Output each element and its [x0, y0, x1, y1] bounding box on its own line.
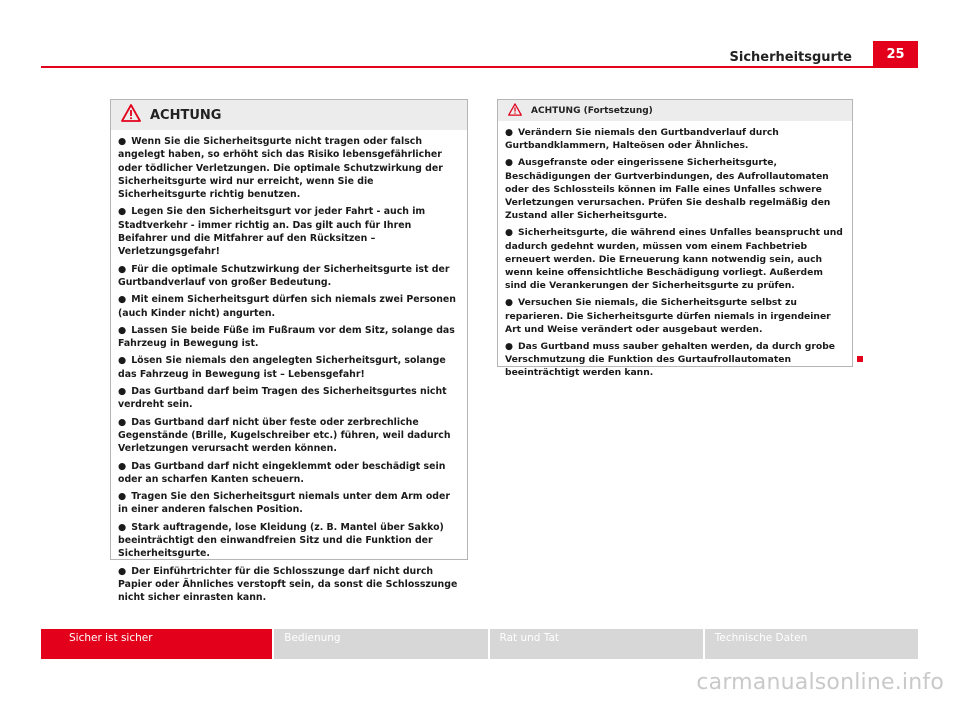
warning-continued-box-title: ACHTUNG (Fortsetzung) — [531, 105, 653, 116]
bullet-icon: ● — [118, 416, 127, 428]
bullet-icon: ● — [118, 324, 127, 336]
bullet-text: Der Einführtrichter für die Schlosszunge darf nicht durch Papier oder Ähnliches verstopft sein, da sonst die Schlosszunge nicht sicher einrasten kann. — [118, 565, 458, 604]
bullet-item — [118, 324, 461, 351]
bullet-item — [118, 293, 461, 320]
warning-triangle-icon — [508, 101, 522, 120]
warning-continued-box — [497, 99, 853, 379]
bullet-icon: ● — [118, 263, 127, 275]
header-rule — [41, 66, 918, 68]
bullet-item — [118, 416, 461, 456]
section-end-marker — [857, 356, 863, 362]
bullet-icon: ● — [505, 297, 514, 309]
footer-navigation — [41, 629, 918, 659]
bullet-item — [118, 135, 461, 201]
bullet-item — [505, 296, 846, 336]
running-header-title: Sicherheitsgurte — [729, 50, 852, 65]
bullet-text: Das Gurtband darf nicht eingeklemmt oder beschädigt sein oder an scharfen Kanten scheuern. — [118, 460, 446, 485]
page-number-badge: 25 — [873, 41, 918, 67]
bullet-item — [505, 156, 846, 222]
bullet-item — [118, 263, 461, 290]
warning-box-title: ACHTUNG — [150, 107, 222, 123]
bullet-text: Tragen Sie den Sicherheitsgurt niemals unter dem Arm oder in einer anderen falschen Position. — [118, 491, 450, 516]
bullet-item — [118, 354, 461, 381]
bullet-icon: ● — [118, 491, 127, 503]
bullet-item — [118, 205, 461, 258]
warning-continued-box-body — [498, 121, 852, 380]
footer-tab[interactable]: Technische Daten — [705, 629, 918, 659]
bullet-text: Lösen Sie niemals den angelegten Sicherheitsgurt, solange das Fahrzeug in Bewegung ist – Lebensgefahr! — [118, 355, 446, 380]
warning-box-header — [111, 100, 467, 130]
bullet-text: Verändern Sie niemals den Gurtbandverlauf durch Gurtbandklammern, Halteösen oder Ähnliches. — [505, 127, 779, 152]
bullet-item — [505, 226, 846, 292]
bullet-icon: ● — [118, 355, 127, 367]
bullet-text: Das Gurtband darf nicht über feste oder zerbrechliche Gegenstände (Brille, Kugelschreiber etc.) führen, weil dadurch Verletzungen verursacht werden können. — [118, 416, 451, 455]
bullet-text: Ausgefranste oder eingerissene Sicherheitsgurte, Beschädigungen der Gurtverbindungen, des Aufrollautomaten oder des Schlossteils können im Falle eines Unfalles schwere Verletzungen verursachen. Prüfen Sie deshalb regelmäßig den Zustand aller Sicherheitsgurte. — [505, 157, 831, 222]
bullet-text: Das Gurtband darf beim Tragen des Sicherheitsgurtes nicht verdreht sein. — [118, 386, 447, 411]
bullet-icon: ● — [505, 157, 514, 169]
warning-box-body — [111, 130, 467, 605]
bullet-text: Wenn Sie die Sicherheitsgurte nicht tragen oder falsch angelegt haben, so erhöht sich das Risiko lebensgefährlicher oder tödlicher Verletzungen. Die optimale Schutzwirkung der Sicherheitsgurte wird nur erreicht, wenn Sie die Sicherheitsgurte richtig benutzen. — [118, 136, 443, 201]
bullet-text: Für die optimale Schutzwirkung der Sicherheitsgurte ist der Gurtbandverlauf von großer Bedeutung. — [118, 263, 450, 288]
bullet-text: Stark auftragende, lose Kleidung (z. B. Mantel über Sakko) beeinträchtigt den einwandfreien Sitz und die Funktion der Sicherheitsgurte. — [118, 521, 444, 560]
bullet-item — [118, 460, 461, 487]
warning-triangle-icon — [121, 104, 141, 126]
bullet-item — [118, 521, 461, 561]
footer-tab[interactable]: Rat und Tat — [490, 629, 705, 659]
bullet-item — [505, 126, 846, 152]
bullet-icon: ● — [118, 565, 127, 577]
bullet-icon: ● — [118, 294, 127, 306]
bullet-item — [118, 385, 461, 412]
bullet-icon: ● — [118, 386, 127, 398]
bullet-item — [505, 340, 846, 380]
footer-tab[interactable]: Bedienung — [274, 629, 489, 659]
bullet-item — [118, 490, 461, 517]
bullet-text: Versuchen Sie niemals, die Sicherheitsgurte selbst zu reparieren. Die Sicherheitsgurte dürfen niemals in irgendeiner Art und Weise verändert oder ausgebaut werden. — [505, 297, 831, 335]
warning-box — [110, 99, 468, 604]
bullet-icon: ● — [118, 460, 127, 472]
bullet-icon: ● — [118, 136, 127, 147]
bullet-text: Lassen Sie beide Füße im Fußraum vor dem Sitz, solange das Fahrzeug in Bewegung ist. — [118, 324, 455, 350]
bullet-text: Das Gurtband muss sauber gehalten werden, da durch grobe Verschmutzung die Funktion des Gurtaufrollautomaten beeinträchtigt werden kann. — [505, 341, 835, 379]
bullet-text: Sicherheitsgurte, die während eines Unfalles beansprucht und dadurch gedehnt wurden, müssen vom einem Fachbetrieb erneuert werden. Die Erneuerung kann notwendig sein, auch wenn keine offensichtliche Beschädigung vorliegt. Außerdem sind die Verankerungen der Sicherheitsgurte zu prüfen. — [505, 227, 843, 292]
bullet-icon: ● — [118, 521, 127, 533]
bullet-icon: ● — [505, 341, 514, 353]
watermark: carmanualsonline.info — [696, 670, 944, 695]
warning-continued-box-header — [498, 100, 852, 121]
bullet-icon: ● — [505, 127, 514, 138]
bullet-icon: ● — [505, 227, 514, 239]
bullet-item — [118, 565, 461, 605]
footer-tab[interactable]: Sicher ist sicher — [41, 629, 274, 659]
bullet-text: Mit einem Sicherheitsgurt dürfen sich niemals zwei Personen (auch Kinder nicht) angurten. — [118, 294, 456, 319]
bullet-icon: ● — [118, 206, 127, 218]
bullet-text: Legen Sie den Sicherheitsgurt vor jeder Fahrt - auch im Stadtverkehr - immer richtig an. Das gilt auch für Ihren Beifahrer und die Mitfahrer auf den Rücksitzen – Verletzungsgefahr! — [118, 206, 426, 258]
